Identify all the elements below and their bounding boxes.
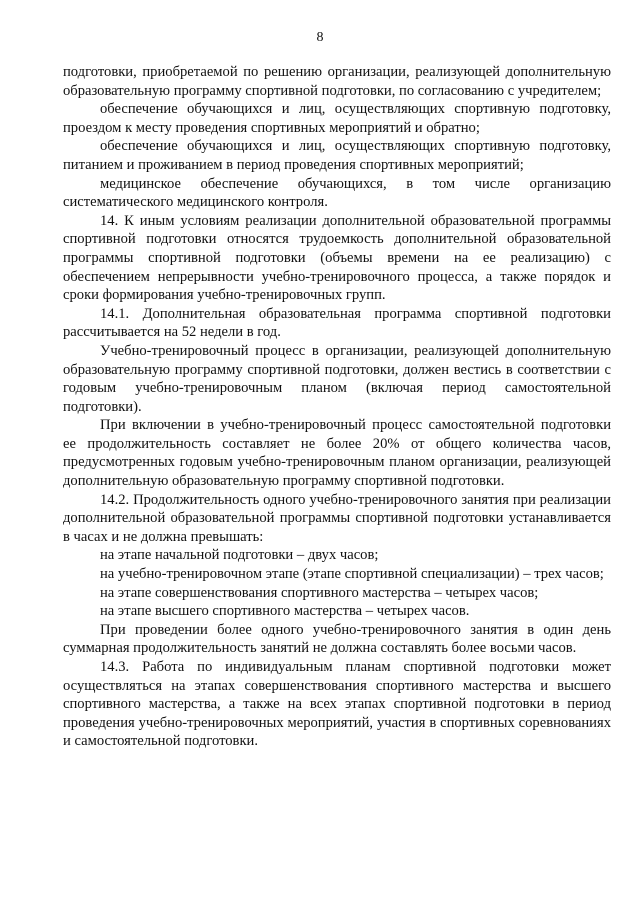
paragraph-continuation: подготовки, приобретаемой по решению организации, реализующей дополнительную образовательную программу спортивной подготовки, по согласованию с учредителем;: [63, 64, 611, 99]
list-item-initial-stage: на этапе начальной подготовки – двух часов;: [100, 547, 379, 564]
paragraph-section-14-1: 14.1. Дополнительная образовательная программа спортивной подготовки рассчитывается на 52 недели в год.: [63, 305, 611, 341]
paragraph-section-14-3: 14.3. Работа по индивидуальным планам спортивной подготовки может осуществляться на этапах совершенствования спортивного мастерства и высшего спортивного мастерства, а также на всех этапах спортивной подготовки в период проведения учебно-тренировочных мероприятий, участия в спортивных соревнованиях и самостоятельной подготовки.: [63, 659, 611, 750]
page-number: 8: [316, 30, 324, 45]
paragraph-section-14-2: 14.2. Продолжительность одного учебно-тренировочного занятия при реализации дополнительной образовательной программы спортивной подготовки устанавливается в часах и не должна превышать:: [63, 491, 611, 545]
list-item-highest-stage: на этапе высшего спортивного мастерства – четырех часов.: [100, 603, 470, 620]
paragraph-travel-provision: обеспечение обучающихся и лиц, осуществляющих спортивную подготовку, проездом к месту проведения спортивных мероприятий и обратно;: [63, 101, 611, 136]
document-body: [63, 63, 611, 751]
paragraph-medical-provision: медицинское обеспечение обучающихся, в том числе организацию систематического медицинского контроля.: [63, 175, 611, 211]
paragraph-section-14: 14. К иным условиям реализации дополнительной образовательной программы спортивной подготовки относятся трудоемкость дополнительной образовательной программы спортивной подготовки (объемы времени на ее реализацию) с обеспечением непрерывности учебно-тренировочного процесса, а также порядок и сроки формирования учебно-тренировочных групп.: [63, 212, 611, 304]
list-item-improvement-stage: на этапе совершенствования спортивного мастерства – четырех часов;: [100, 584, 539, 601]
list-item-training-stage: на учебно-тренировочном этапе (этапе спортивной специализации) – трех часов;: [100, 566, 604, 583]
paragraph-food-lodging-provision: обеспечение обучающихся и лиц, осуществляющих спортивную подготовку, питанием и проживанием в период проведения спортивных мероприятий;: [63, 138, 611, 173]
paragraph-multiple-sessions: При проведении более одного учебно-тренировочного занятия в один день суммарная продолжительность занятий не должна составлять более восьми часов.: [63, 621, 611, 657]
paragraph-training-process: Учебно-тренировочный процесс в организации, реализующей дополнительную образовательную программу спортивной подготовки, должен вестись в соответствии с годовым учебно-тренировочным планом (включая период самостоятельной подготовки).: [63, 342, 611, 415]
paragraph-self-training: При включении в учебно-тренировочный процесс самостоятельной подготовки ее продолжительность составляет не более 20% от общего количества часов, предусмотренных годовым учебно-тренировочным планом организации, реализующей дополнительную образовательную программу спортивной подготовки.: [63, 417, 611, 490]
